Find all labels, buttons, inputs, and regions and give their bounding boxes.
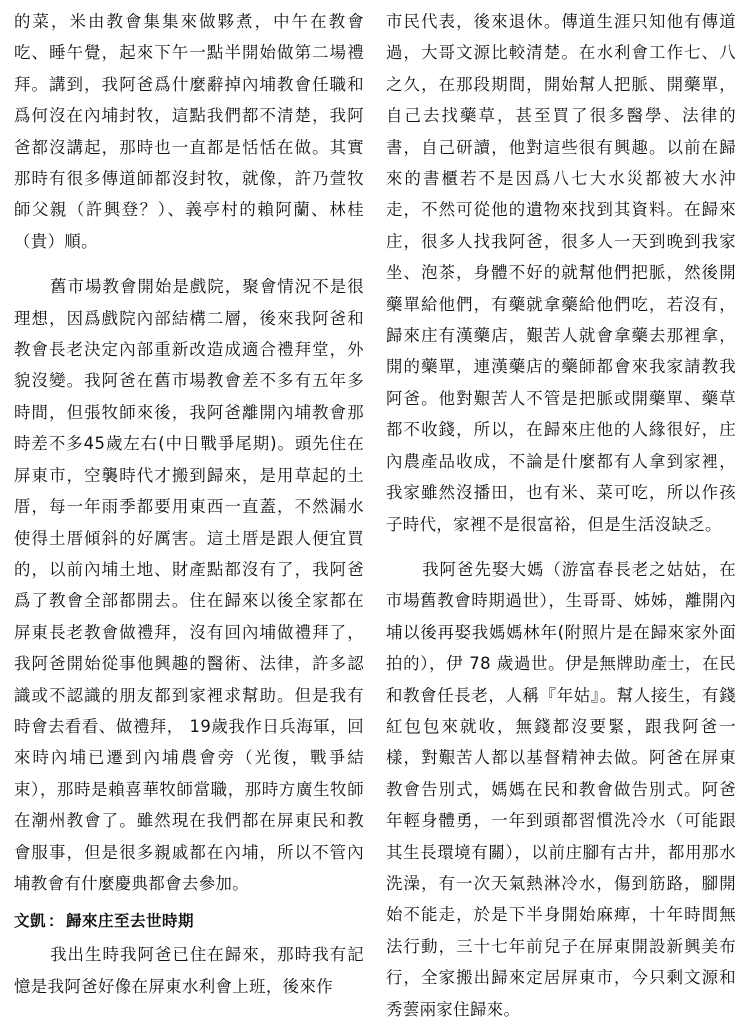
section-heading-separator: ： (48, 912, 65, 931)
paragraph: 我阿爸先娶大媽（游富春長老之姑姑，在市場舊教會時期過世），生哥哥、姊姊，離開內埔以後再娶我媽媽林年(附照片是在歸來家外面拍的），伊 78 歲過世。伊是無牌助產士，在民和教會任長老，人稱『年姑』。幫人接生，有錢紅包包來就收，無錢都沒要緊，跟我阿爸一樣，對艱苦人都以基督精神去做。阿爸在屏東教會告別式，媽媽在民和教會做告別式。阿爸年輕身體勇，一年到頭都習慣洗冷水（可能跟其生長環境有關），以前庄腳有古井，都用那水洗澡，有一次天氣熱淋冷水，傷到筋路，腳開始不能走，於是下半身開始麻痺，十年時間無法行動，三十七年前兒子在屏東開設新興美布行，全家搬出歸來定居屏東市，今只剩文源和秀蕓兩家住歸來。 (386, 559, 736, 1019)
right-column (386, 6, 736, 1019)
paragraph: 市民代表，後來退休。傳道生涯只知他有傳道過，大哥文源比較清楚。在水利會工作七、八之久，在那段期間，開始幫人把脈、開藥單，自己去找藥草，甚至買了很多醫學、法律的書，自己研讀，他對這些很有興趣。以前在歸來的書櫃若不是因爲八七大水災都被大水沖走，不然可從他的遺物來找到其資料。在歸來庄，很多人找我阿爸，很多人一天到晚到我家坐、泡茶，身體不好的就幫他們把脈，然後開藥單給他們，有藥就拿藥給他們吃，若沒有，歸來庄有漢藥店，艱苦人就會拿藥去那裡拿，開的藥單，連漢藥店的藥師都會來我家請教我阿爸。他對艱苦人不管是把脈或開藥單、藥草都不收錢，所以，在歸來庄他的人緣很好，庄內農產品收成，不論是什麼都有人拿到家裡，我家雖然沒播田，也有米、菜可吃，所以作孩子時代，家裡不是很富裕，但是生活沒缺乏。 (386, 12, 736, 534)
section-heading-title: 歸來庄至去世時期 (66, 912, 195, 931)
left-column (14, 6, 364, 996)
section-heading-name: 文凱 (14, 912, 47, 931)
paragraph: 我出生時我阿爸已住在歸來，那時我有記憶是我阿爸好像在屏東水利會上班，後來作 (14, 945, 364, 996)
section-heading (14, 907, 364, 935)
paragraph: 舊市場教會開始是戲院，聚會情況不是很理想，因爲戲院內部結構二層，後來我阿爸和教會長老決定內部重新改造成適合禮拜堂，外貌沒變。我阿爸在舊市場教會差不多有五年多時間，但張牧師來後，我阿爸離開內埔教會那時差不多45歲左右(中日戰爭尾期)。頭先住在屏東市，空襲時代才搬到歸來，是用草起的土厝，每一年雨季都要用東西一直蓋，不然漏水使得土厝傾斜的好厲害。這土厝是跟人便宜買的，以前內埔土地、財產點都沒有了，我阿爸爲了教會全部都開去。住在歸來以後全家都在屏東長老教會做禮拜，沒有回內埔做禮拜了，我阿爸開始從事他興趣的醫術、法律，許多認識或不認識的朋友都到家裡求幫助。但是我有時會去看看、做禮拜， 19歲我作日兵海軍，回來時內埔已遷到內埔農會旁（光復，戰爭結束），那時是賴喜華牧師當職，那時方廣生牧師在潮州教會了。雖然現在我們都在屏東民和教會服事，但是很多親戚都在內埔，所以不管內埔教會有什麼慶典都會去參加。 (14, 277, 364, 893)
paragraph: 的菜，米由教會集集來做夥煮，中午在教會吃、睡午覺，起來下午一點半開始做第二場禮拜。講到，我阿爸爲什麼辭掉內埔教會任職和爲何沒在內埔封牧，這點我們都不清楚，我阿爸都沒講起，那時也一直都是恬恬在做。其實那時有很多傳道師都沒封牧，就像，許乃萱牧師父親（許興登？）、義亭村的賴阿蘭、林桂（貴）順。 (14, 12, 364, 251)
